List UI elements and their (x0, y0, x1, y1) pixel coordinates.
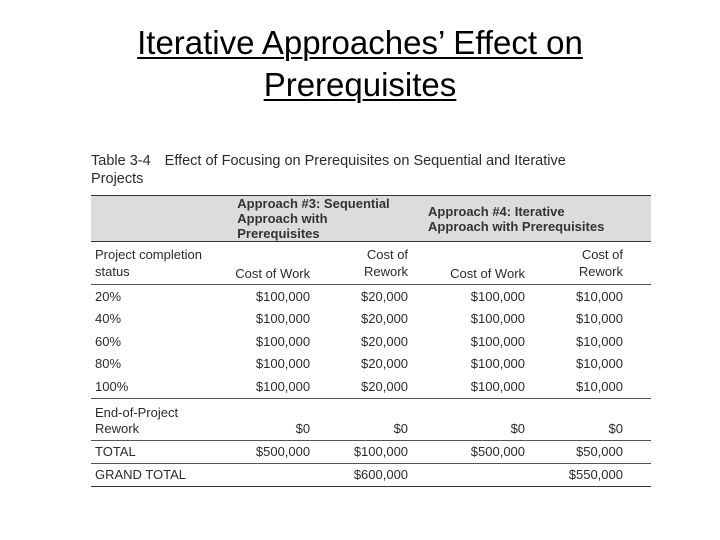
grand-total-label: GRAND TOTAL (91, 463, 233, 486)
row-a3-rework: $20,000 (361, 356, 409, 371)
end-rework-a3-work: $0 (233, 398, 312, 440)
table-row (91, 353, 651, 376)
total-a4-work: $500,000 (410, 440, 527, 463)
slide-title-line-1: Iterative Approaches’ Effect on (137, 24, 583, 61)
col-header-a4-work: Cost of Work (410, 242, 527, 285)
col-a4-rework-line-1: Cost of (581, 247, 623, 262)
col-a3-rework-line-2: Rework (363, 264, 409, 279)
table-row (91, 375, 651, 398)
row-a4-rework: $10,000 (576, 333, 623, 349)
slide-title (0, 22, 720, 106)
row-a3-rework: $20,000 (361, 311, 409, 326)
row-status: 60% (95, 333, 122, 349)
row-a4-rework: $10,000 (576, 311, 623, 326)
col-a4-rework-line-2: Rework (578, 264, 623, 279)
col-status-line-1: Project completion (95, 247, 202, 262)
row-a3-rework: $20,000 (361, 333, 409, 349)
total-a4-rework: $50,000 (527, 440, 651, 463)
end-rework-label-line-2: Rework (95, 420, 140, 436)
end-rework-label-line-1: End-of-Project (95, 404, 179, 420)
col-header-a4-rework (527, 242, 651, 285)
end-rework-a4-work: $0 (410, 398, 527, 440)
row-a4-work: $100,000 (470, 333, 526, 349)
approach-3-line-1: Approach #3: Sequential (237, 196, 390, 211)
approach-4-line-2: Approach with Prerequisites (428, 218, 605, 234)
cost-table (91, 195, 651, 487)
approach-header-row (91, 196, 651, 242)
approach-4-line-1: Approach #4: Iterative (428, 203, 565, 219)
end-rework-label (91, 398, 233, 440)
col-a3-rework-line-1: Cost of (366, 247, 409, 262)
approach-4-header (410, 196, 651, 242)
col-header-a3-rework (312, 242, 410, 285)
column-header-row (91, 242, 651, 285)
header-blank (91, 196, 233, 242)
slide-title-line-2: Prerequisites (263, 66, 457, 103)
approach-3-header (233, 196, 410, 242)
row-a3-work: $100,000 (255, 333, 311, 349)
end-of-project-rework-row (91, 398, 651, 440)
row-a4-work: $100,000 (410, 375, 527, 398)
end-rework-a3-rework: $0 (312, 398, 410, 440)
row-a4-rework: $10,000 (527, 375, 651, 398)
grand-total-a3: $600,000 (312, 463, 410, 486)
row-status: 40% (95, 311, 122, 326)
row-a4-work: $100,000 (470, 356, 526, 371)
table-caption-text-2: Projects (91, 171, 144, 187)
table-row (91, 308, 651, 331)
table-number: Table 3-4 (91, 153, 151, 169)
row-a3-work: $100,000 (255, 288, 311, 304)
total-label: TOTAL (91, 440, 233, 463)
grand-total-row (91, 463, 651, 486)
total-a3-work: $500,000 (233, 440, 312, 463)
approach-3-line-2: Approach with Prerequisites (237, 211, 328, 241)
grand-total-a3-blank (233, 463, 312, 486)
row-a4-work: $100,000 (470, 311, 526, 326)
table-caption (91, 152, 651, 188)
row-a4-rework: $10,000 (576, 356, 623, 371)
row-status: 80% (95, 356, 122, 371)
row-a4-work: $100,000 (470, 288, 526, 304)
table-caption-text-1: Effect of Focusing on Prerequisites on Sequential and Iterative (164, 153, 566, 169)
row-status: 20% (95, 288, 122, 304)
row-a3-work: $100,000 (255, 311, 311, 326)
grand-total-a4-blank (410, 463, 527, 486)
total-a3-rework: $100,000 (312, 440, 410, 463)
row-a4-rework: $10,000 (576, 288, 623, 304)
col-header-status (91, 242, 233, 285)
row-status: 100% (91, 375, 233, 398)
table-row (91, 330, 651, 353)
total-row (91, 440, 651, 463)
grand-total-a4: $550,000 (527, 463, 651, 486)
row-a3-rework: $20,000 (312, 375, 410, 398)
col-header-a3-work: Cost of Work (233, 242, 312, 285)
row-a3-work: $100,000 (233, 375, 312, 398)
row-a3-work: $100,000 (255, 356, 311, 371)
end-rework-a4-rework: $0 (527, 398, 651, 440)
row-a3-rework: $20,000 (361, 288, 409, 304)
table-row (91, 285, 651, 308)
col-status-line-2: status (95, 264, 130, 279)
